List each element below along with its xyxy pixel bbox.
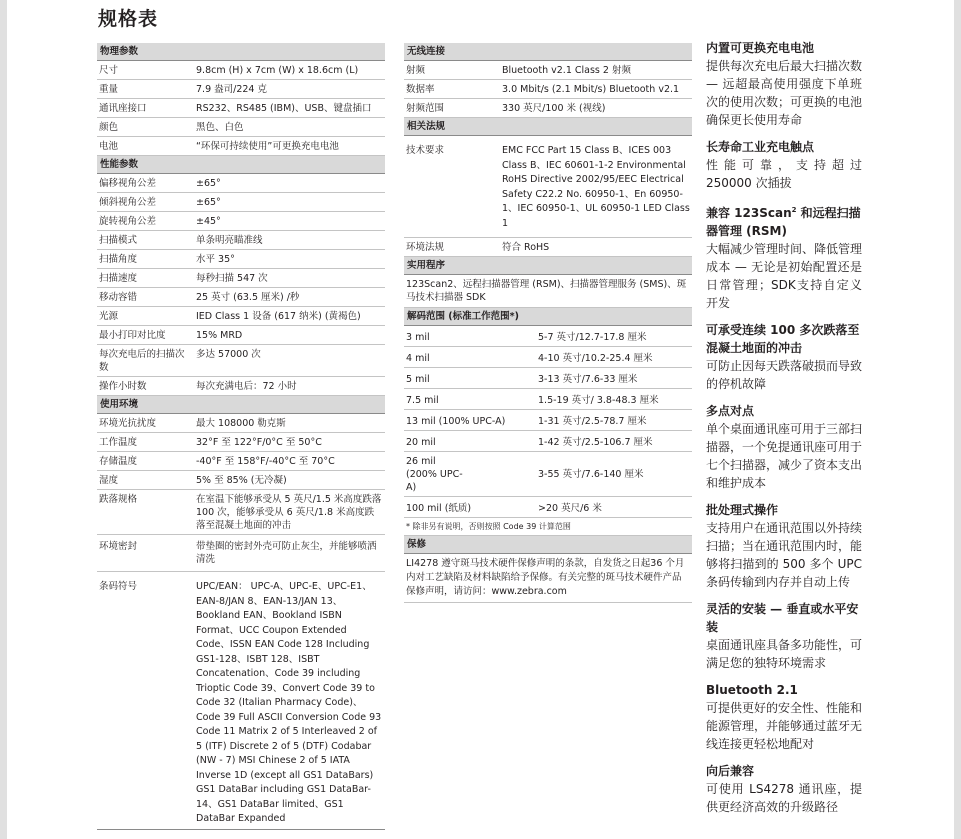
spec-row [97,250,385,269]
spec-value: 多达 57000 次 [196,349,261,360]
spec-value: “环保可持续使用”可更换充电电池 [196,141,339,152]
spec-row [404,431,692,452]
spec-row [97,414,385,433]
spec-value: 1.5-19 英寸/ 3.8-48.3 厘米 [538,395,659,406]
feature-body: 大幅减少管理时间、降低管理成本 — 无论是初始配置还是日常管理；SDK支持自定义开发 [706,242,863,310]
spec-row [97,452,385,471]
spec-label: 电池 [99,141,119,152]
spec-label: 光源 [99,311,119,322]
spec-row [97,307,385,326]
feature-title-rest: 和远程扫描器管理 (RSM) [706,206,861,238]
spec-row [404,347,692,368]
spec-value: 符合 RoHS [502,242,550,253]
spec-value: 9.8cm (H) x 7cm (W) x 18.6cm (L) [196,65,359,76]
spec-row [404,99,692,118]
spec-label: 射频范围 [406,103,445,114]
spec-label: 扫描速度 [99,273,138,284]
spec-row [97,269,385,288]
feature-item [706,681,862,753]
feature-title-main: 兼容 123Scan [706,206,792,220]
feature-title: 长寿命工业充电触点 [706,140,815,154]
spec-value: 5-7 英寸/12.7-17.8 厘米 [538,332,647,343]
warranty-text: LI4278 遵守斑马技术硬件保修声明的条款，自发货之日起36 个月内对工艺缺陷及材料缺陷给予保修。有关完整的斑马技术硬件产品保修声明，请访问：www.zebra.com [404,554,692,603]
spec-label: 13 mil (100% UPC-A) [406,416,506,427]
spec-value: 3-55 英寸/7.6-140 厘米 [538,469,644,480]
feature-body: 支持用户在通讯范围以外持续扫描；当在通讯范围内时，能够将扫描到的 500 多个 UPC 条码传输到内存并自动上传 [706,521,863,589]
spec-column-connectivity [404,43,692,603]
section-header-physical: 物理参数 [97,43,385,61]
spec-row [97,61,385,80]
feature-body: 单个桌面通讯座可用于三部扫描器，一个免提通讯座可用于七个扫描器，减少了资本支出和维护成本 [706,422,863,490]
feature-title: 灵活的安装 — 垂直或水平安装 [706,602,859,634]
spec-label: 存储温度 [99,456,138,467]
spec-label: 工作温度 [99,437,138,448]
spec-value: ±45° [196,216,221,227]
spec-value: Bluetooth v2.1 Class 2 射频 [502,65,631,76]
spec-value: 在室温下能够承受从 5 英尺/1.5 米高度跌落 100 次，能够承受从 6 英尺/1.8 米高度跌落至混凝土地面的冲击 [196,494,382,531]
spec-value: 单条明亮瞄准线 [196,235,263,246]
spec-value: UPC/EAN： UPC-A、UPC-E、UPC-E1、EAN-8/JAN 8、EAN-13/JAN 13、Bookland EAN、Bookland ISBN Format、UCC Coupon Extended Code、ISSN EAN Code 128 Including GS1-128、ISBT 128、ISBT Concatenation、Code 39 including Trioptic Code 39、Convert Code 39 to Code 32 (Italian Pharmacy Code)、Code 39 Full ASCII Conversion Code 93 Code 11 Matrix 2 of 5 Interleaved 2 of 5 (ITF) Discrete 2 of 5 (DTF) Codabar (NW - 7) MSI Chinese 2 of 5 IATA Inverse 1D (except all GS1 DataBars) GS1 DataBar including GS1 DataBar-14、GS1 DataBar limited、GS1 DataBar Expanded [196,581,382,824]
feature-title: 批处理式操作 [706,503,779,517]
spec-label: 4 mil [406,353,430,364]
spec-value: 3-13 英寸/7.6-33 厘米 [538,374,638,385]
spec-label: 每次充电后的扫描次数 [99,349,185,373]
spec-label: 技术要求 [406,145,445,156]
spec-row [404,238,692,257]
spec-label: 3 mil [406,332,430,343]
spec-value: 15% MRD [196,330,243,341]
feature-item [706,201,862,312]
feature-body: 桌面通讯座具备多功能性，可满足您的独特环境需求 [706,638,863,670]
spec-row [404,326,692,347]
spec-value: 5% 至 85% (无冷凝) [196,475,287,486]
spec-label: 7.5 mil [406,395,439,406]
spec-row [404,452,692,497]
feature-item [706,600,862,672]
spec-row [97,212,385,231]
spec-row [97,80,385,99]
spec-row [97,99,385,118]
spec-value: 每次充满电后：72 小时 [196,381,297,392]
feature-title: 向后兼容 [706,764,755,778]
spec-value: 25 英寸 (63.5 厘米) /秒 [196,292,300,303]
spec-value: 带垫圈的密封外壳可防止灰尘，并能够喷洒清洗 [196,541,377,565]
spec-row [97,471,385,490]
feature-title: 可承受连续 100 多次跌落至混凝土地面的冲击 [706,323,860,355]
spec-value: EMC FCC Part 15 Class B、ICES 003 Class B、IEC 60601-1-2 Environmental RoHS Directive 2002/95/EEC Electrical Safety C22.2 No. 60950-1、En 60950-1、IEC 60950-1、UL 60950-1 LED Class 1 [502,145,690,229]
spec-row [97,174,385,193]
spec-value: 330 英尺/100 米 (视线) [502,103,606,114]
spec-label: 湿度 [99,475,119,486]
spec-label: 20 mil [406,437,436,448]
spec-label: 重量 [99,84,119,95]
feature-item [706,39,862,129]
feature-title: 多点对点 [706,404,755,418]
spec-value: 3.0 Mbit/s (2.1 Mbit/s) Bluetooth v2.1 [502,84,680,95]
spec-label: 数据率 [406,84,435,95]
spec-label: 环境密封 [99,541,138,552]
spec-row [404,61,692,80]
feature-item [706,501,862,591]
spec-label: 扫描角度 [99,254,138,265]
section-header-environment: 使用环境 [97,396,385,414]
section-header-warranty: 保修 [404,536,692,554]
feature-title [706,201,862,240]
spec-row [97,288,385,307]
spec-label: 偏移视角公差 [99,178,157,189]
spec-label: 射频 [406,65,426,76]
spec-value: IED Class 1 设备 (617 纳米) (黄褐色) [196,311,361,322]
spec-row [404,410,692,431]
feature-body: 提供每次充电后最大扫描次数 — 远超最高使用强度下单班次的使用次数；可更换的电池确保更长使用寿命 [706,59,863,127]
feature-title-superscript: 2 [791,206,797,214]
spec-label: 5 mil [406,374,430,385]
feature-title: 内置可更换充电电池 [706,41,815,55]
spec-label: 操作小时数 [99,381,147,392]
feature-body: 可防止因每天跌落破损而导致的停机故障 [706,359,863,391]
spec-label: 环境光抗扰度 [99,418,157,429]
utilities-text: 123Scan2、远程扫描器管理 (RSM)、扫描器管理服务 (SMS)、斑马技术扫描器 SDK [404,275,692,308]
spec-row [404,389,692,410]
spec-label: 环境法规 [406,242,445,253]
spec-column-physical [97,43,385,830]
feature-item [706,762,862,816]
section-header-performance: 性能参数 [97,156,385,174]
spec-row [404,368,692,389]
feature-title: Bluetooth 2.1 [706,683,798,697]
spec-value: 7.9 盎司/224 克 [196,84,267,95]
spec-row [97,433,385,452]
feature-item [706,402,862,492]
spec-value: -40°F 至 158°F/-40°C 至 70°C [196,456,335,467]
spec-label: 旋转视角公差 [99,216,157,227]
spec-value: 1-42 英寸/2.5-106.7 厘米 [538,437,653,448]
spec-value: 水平 35° [196,254,235,265]
spec-value: 最大 108000 勒克斯 [196,418,286,429]
spec-row [97,572,385,830]
spec-label: 条码符号 [99,581,138,592]
spec-row [97,345,385,377]
spec-row [97,377,385,396]
spec-row [97,231,385,250]
section-header-regulatory: 相关法规 [404,118,692,136]
spec-row [97,326,385,345]
feature-body: 性能可靠，支持超过 250000 次插拔 [706,158,862,190]
feature-body: 可提供更好的安全性、性能和能源管理，并能够通过蓝牙无线连接更轻松地配对 [706,701,863,751]
spec-label: 扫描模式 [99,235,138,246]
decode-range-footnote: * 除非另有说明，否则按照 Code 39 计算范围 [404,518,692,536]
spec-label: 尺寸 [99,65,119,76]
spec-row [97,137,385,156]
spec-row [404,80,692,99]
spec-row [97,193,385,212]
feature-item [706,321,862,393]
spec-value: 黑色、白色 [196,122,244,133]
spec-row [404,497,692,518]
spec-value: ±65° [196,197,221,208]
spec-label: 100 mil (纸质) [406,503,472,514]
spec-label: 颜色 [99,122,119,133]
spec-row [97,490,385,535]
spec-value: 1-31 英寸/2.5-78.7 厘米 [538,416,647,427]
section-header-utilities: 实用程序 [404,257,692,275]
spec-value: RS232、RS485 (IBM)、USB、键盘插口 [196,103,372,114]
spec-value: ±65° [196,178,221,189]
spec-label: 倾斜视角公差 [99,197,157,208]
spec-value: 每秒扫描 547 次 [196,273,268,284]
spec-value: 4-10 英寸/10.2-25.4 厘米 [538,353,653,364]
spec-label: 移动容错 [99,292,138,303]
section-header-wireless: 无线连接 [404,43,692,61]
spec-row [404,136,692,238]
spec-row [97,535,385,572]
feature-item [706,138,862,192]
spec-label: 跌落规格 [99,494,138,505]
spec-label: 最小打印对比度 [99,330,166,341]
left-edge-bar [0,0,7,839]
section-header-decode-range: 解码范围 (标准工作范围*) [404,308,692,326]
spec-label: 通讯座接口 [99,103,147,114]
spec-value: 32°F 至 122°F/0°C 至 50°C [196,437,322,448]
spec-row [97,118,385,137]
spec-label: 26 mil (200% UPC-A) [406,456,463,493]
page-title: 规格表 [98,8,159,30]
right-edge-bar [954,0,961,839]
feature-body: 可使用 LS4278 通讯座，提供更经济高效的升级路径 [706,782,862,814]
features-column [706,39,862,825]
spec-value: >20 英尺/6 米 [538,503,602,514]
